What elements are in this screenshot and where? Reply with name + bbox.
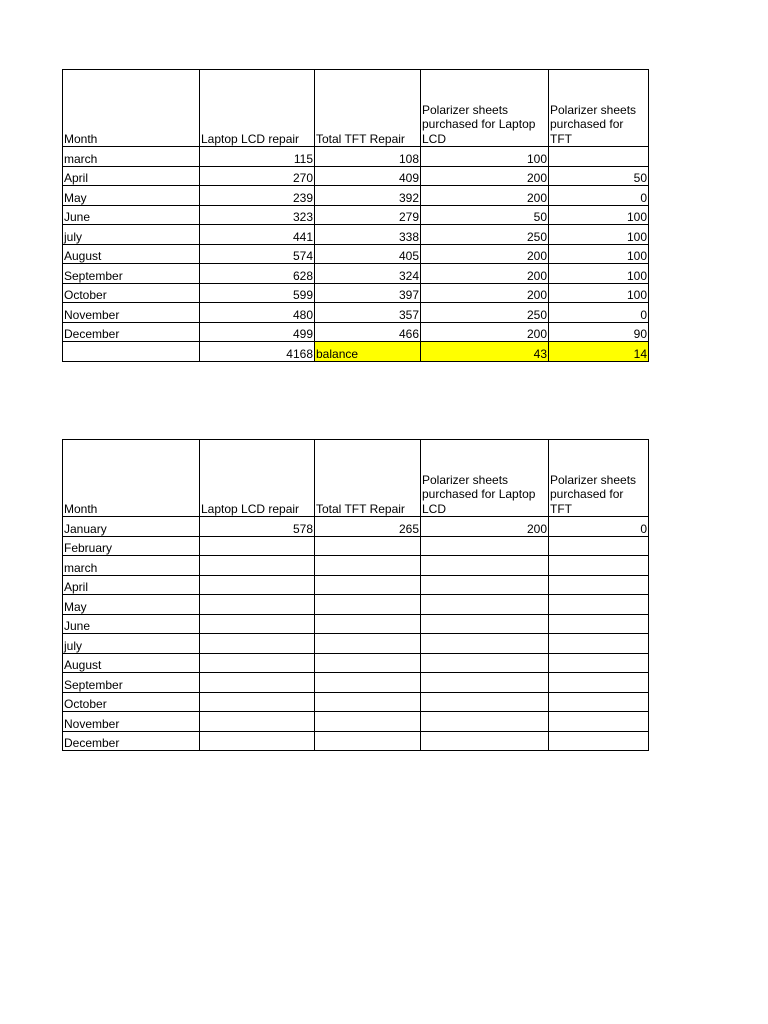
cell-laptop-lcd-repair[interactable] <box>200 595 315 615</box>
cell-polarizer-laptop-lcd[interactable] <box>421 595 549 615</box>
cell-laptop-lcd-repair[interactable]: 578 <box>200 517 315 537</box>
cell-polarizer-tft[interactable] <box>549 653 649 673</box>
repairs-table-2-body <box>63 440 649 751</box>
column-header-laptop-lcd-repair[interactable]: Laptop LCD repair <box>200 70 315 147</box>
cell-laptop-lcd-repair[interactable] <box>200 653 315 673</box>
table-row <box>63 712 649 732</box>
cell-laptop-lcd-repair[interactable]: 239 <box>200 186 315 206</box>
cell-polarizer-tft[interactable] <box>549 147 649 167</box>
cell-total-tft-repair[interactable]: 405 <box>315 244 421 264</box>
cell-total-tft-repair[interactable]: 108 <box>315 147 421 167</box>
cell-laptop-lcd-repair[interactable] <box>200 731 315 751</box>
cell-month[interactable]: August <box>63 244 200 264</box>
cell-month[interactable]: march <box>63 556 200 576</box>
column-header-polarizer-laptop-lcd[interactable]: Polarizer sheets purchased for Laptop LCD <box>421 70 549 147</box>
table-row <box>63 283 649 303</box>
cell-laptop-lcd-repair[interactable]: 115 <box>200 147 315 167</box>
cell-polarizer-laptop-lcd[interactable] <box>421 692 549 712</box>
cell-polarizer-tft[interactable]: 100 <box>549 264 649 284</box>
cell-month[interactable]: December <box>63 731 200 751</box>
cell-total-tft-repair[interactable]: 466 <box>315 322 421 342</box>
cell-month[interactable]: August <box>63 653 200 673</box>
cell-total-tft-repair[interactable] <box>315 731 421 751</box>
cell-laptop-lcd-repair[interactable]: 628 <box>200 264 315 284</box>
cell-total-tft-repair[interactable]: 397 <box>315 283 421 303</box>
cell-polarizer-laptop-lcd[interactable] <box>421 634 549 654</box>
cell-laptop-lcd-repair[interactable] <box>200 692 315 712</box>
repairs-table-1 <box>62 69 649 362</box>
cell-total-tft-repair[interactable]: 279 <box>315 205 421 225</box>
cell-polarizer-laptop-lcd[interactable]: 50 <box>421 205 549 225</box>
cell-polarizer-laptop-lcd[interactable] <box>421 653 549 673</box>
cell-month[interactable]: May <box>63 595 200 615</box>
cell-laptop-lcd-repair[interactable] <box>200 673 315 693</box>
cell-polarizer-tft[interactable] <box>549 673 649 693</box>
cell-laptop-lcd-repair[interactable]: 499 <box>200 322 315 342</box>
cell-laptop-lcd-repair[interactable] <box>200 556 315 576</box>
cell-laptop-lcd-repair[interactable]: 270 <box>200 166 315 186</box>
column-header-laptop-lcd-repair[interactable]: Laptop LCD repair <box>200 440 315 517</box>
table-row <box>63 225 649 245</box>
table-row <box>63 614 649 634</box>
table-row <box>63 322 649 342</box>
cell-total-tft-repair[interactable]: 265 <box>315 517 421 537</box>
cell-laptop-lcd-repair[interactable] <box>200 536 315 556</box>
cell-polarizer-laptop-lcd[interactable]: 200 <box>421 166 549 186</box>
cell-polarizer-tft[interactable] <box>549 634 649 654</box>
table-row <box>63 595 649 615</box>
cell-polarizer-laptop-lcd[interactable]: 250 <box>421 303 549 323</box>
cell-total-tft-repair[interactable] <box>315 575 421 595</box>
cell-total-tft-repair[interactable] <box>315 614 421 634</box>
cell-month[interactable]: September <box>63 673 200 693</box>
column-header-total-tft-repair[interactable]: Total TFT Repair <box>315 70 421 147</box>
cell-month[interactable]: October <box>63 692 200 712</box>
table-row <box>63 147 649 167</box>
cell-polarizer-tft[interactable] <box>549 536 649 556</box>
cell-polarizer-laptop-lcd[interactable]: 250 <box>421 225 549 245</box>
cell-polarizer-laptop-lcd[interactable]: 200 <box>421 322 549 342</box>
total-cell-polarizer-laptop-lcd[interactable]: 43 <box>421 342 549 362</box>
cell-month[interactable]: April <box>63 575 200 595</box>
total-cell-laptop-lcd-repair[interactable]: 4168 <box>200 342 315 362</box>
cell-polarizer-laptop-lcd[interactable]: 200 <box>421 517 549 537</box>
cell-polarizer-tft[interactable] <box>549 712 649 732</box>
table-row <box>63 673 649 693</box>
cell-total-tft-repair[interactable]: 392 <box>315 186 421 206</box>
cell-month[interactable]: july <box>63 634 200 654</box>
cell-month[interactable]: October <box>63 283 200 303</box>
table-row <box>63 692 649 712</box>
cell-polarizer-tft[interactable] <box>549 575 649 595</box>
cell-total-tft-repair[interactable] <box>315 634 421 654</box>
cell-month[interactable]: February <box>63 536 200 556</box>
table-row <box>63 186 649 206</box>
table-row <box>63 166 649 186</box>
cell-laptop-lcd-repair[interactable] <box>200 634 315 654</box>
column-header-total-tft-repair[interactable]: Total TFT Repair <box>315 440 421 517</box>
table-row <box>63 244 649 264</box>
cell-total-tft-repair[interactable] <box>315 595 421 615</box>
cell-total-tft-repair[interactable] <box>315 556 421 576</box>
cell-total-tft-repair[interactable]: 324 <box>315 264 421 284</box>
header-row <box>63 440 649 517</box>
cell-total-tft-repair[interactable] <box>315 712 421 732</box>
cell-month[interactable]: May <box>63 186 200 206</box>
cell-polarizer-tft[interactable]: 100 <box>549 225 649 245</box>
repairs-table-2 <box>62 439 649 751</box>
cell-month[interactable]: January <box>63 517 200 537</box>
cell-polarizer-laptop-lcd[interactable]: 200 <box>421 244 549 264</box>
cell-total-tft-repair[interactable]: 357 <box>315 303 421 323</box>
cell-month[interactable]: july <box>63 225 200 245</box>
cell-laptop-lcd-repair[interactable]: 574 <box>200 244 315 264</box>
column-header-polarizer-tft[interactable]: Polarizer sheets purchased for TFT <box>549 70 649 147</box>
cell-month[interactable]: September <box>63 264 200 284</box>
table-row <box>63 556 649 576</box>
cell-polarizer-tft[interactable]: 100 <box>549 283 649 303</box>
cell-polarizer-laptop-lcd[interactable] <box>421 614 549 634</box>
table-row <box>63 731 649 751</box>
cell-polarizer-tft[interactable]: 100 <box>549 205 649 225</box>
cell-laptop-lcd-repair[interactable]: 599 <box>200 283 315 303</box>
cell-polarizer-laptop-lcd[interactable] <box>421 731 549 751</box>
cell-polarizer-laptop-lcd[interactable]: 200 <box>421 283 549 303</box>
cell-polarizer-tft[interactable]: 0 <box>549 517 649 537</box>
cell-polarizer-laptop-lcd[interactable]: 100 <box>421 147 549 167</box>
table-row <box>63 634 649 654</box>
cell-laptop-lcd-repair[interactable]: 323 <box>200 205 315 225</box>
cell-month[interactable]: November <box>63 712 200 732</box>
table-row <box>63 517 649 537</box>
table-row <box>63 653 649 673</box>
cell-total-tft-repair[interactable] <box>315 653 421 673</box>
cell-polarizer-tft[interactable]: 100 <box>549 244 649 264</box>
table-row <box>63 264 649 284</box>
cell-month[interactable]: December <box>63 322 200 342</box>
cell-month[interactable]: June <box>63 614 200 634</box>
cell-polarizer-tft[interactable]: 50 <box>549 166 649 186</box>
cell-laptop-lcd-repair[interactable] <box>200 712 315 732</box>
cell-polarizer-laptop-lcd[interactable] <box>421 673 549 693</box>
total-cell-polarizer-tft[interactable]: 14 <box>549 342 649 362</box>
cell-month[interactable]: November <box>63 303 200 323</box>
cell-polarizer-tft[interactable]: 0 <box>549 186 649 206</box>
table-row <box>63 575 649 595</box>
cell-polarizer-laptop-lcd[interactable] <box>421 536 549 556</box>
cell-polarizer-laptop-lcd[interactable]: 200 <box>421 186 549 206</box>
cell-total-tft-repair[interactable]: 409 <box>315 166 421 186</box>
balance-label[interactable]: balance <box>315 342 421 362</box>
total-cell-month[interactable] <box>63 342 200 362</box>
cell-laptop-lcd-repair[interactable] <box>200 614 315 634</box>
cell-laptop-lcd-repair[interactable] <box>200 575 315 595</box>
header-row <box>63 70 649 147</box>
cell-polarizer-tft[interactable]: 90 <box>549 322 649 342</box>
cell-polarizer-laptop-lcd[interactable] <box>421 575 549 595</box>
cell-total-tft-repair[interactable]: 338 <box>315 225 421 245</box>
total-row <box>63 342 649 362</box>
column-header-polarizer-tft[interactable]: Polarizer sheets purchased for TFT <box>549 440 649 517</box>
cell-polarizer-tft[interactable] <box>549 556 649 576</box>
table-row <box>63 205 649 225</box>
column-header-polarizer-laptop-lcd[interactable]: Polarizer sheets purchased for Laptop LCD <box>421 440 549 517</box>
cell-polarizer-tft[interactable] <box>549 595 649 615</box>
cell-polarizer-laptop-lcd[interactable] <box>421 556 549 576</box>
cell-polarizer-tft[interactable] <box>549 614 649 634</box>
cell-total-tft-repair[interactable] <box>315 673 421 693</box>
cell-polarizer-laptop-lcd[interactable]: 200 <box>421 264 549 284</box>
repairs-table-1-body <box>63 70 649 362</box>
cell-total-tft-repair[interactable] <box>315 692 421 712</box>
cell-month[interactable]: June <box>63 205 200 225</box>
table-row <box>63 536 649 556</box>
cell-month[interactable]: April <box>63 166 200 186</box>
cell-polarizer-tft[interactable]: 0 <box>549 303 649 323</box>
cell-polarizer-tft[interactable] <box>549 731 649 751</box>
cell-laptop-lcd-repair[interactable]: 441 <box>200 225 315 245</box>
cell-total-tft-repair[interactable] <box>315 536 421 556</box>
cell-polarizer-tft[interactable] <box>549 692 649 712</box>
column-header-month[interactable]: Month <box>63 70 200 147</box>
cell-month[interactable]: march <box>63 147 200 167</box>
cell-laptop-lcd-repair[interactable]: 480 <box>200 303 315 323</box>
column-header-month[interactable]: Month <box>63 440 200 517</box>
cell-polarizer-laptop-lcd[interactable] <box>421 712 549 732</box>
table-row <box>63 303 649 323</box>
